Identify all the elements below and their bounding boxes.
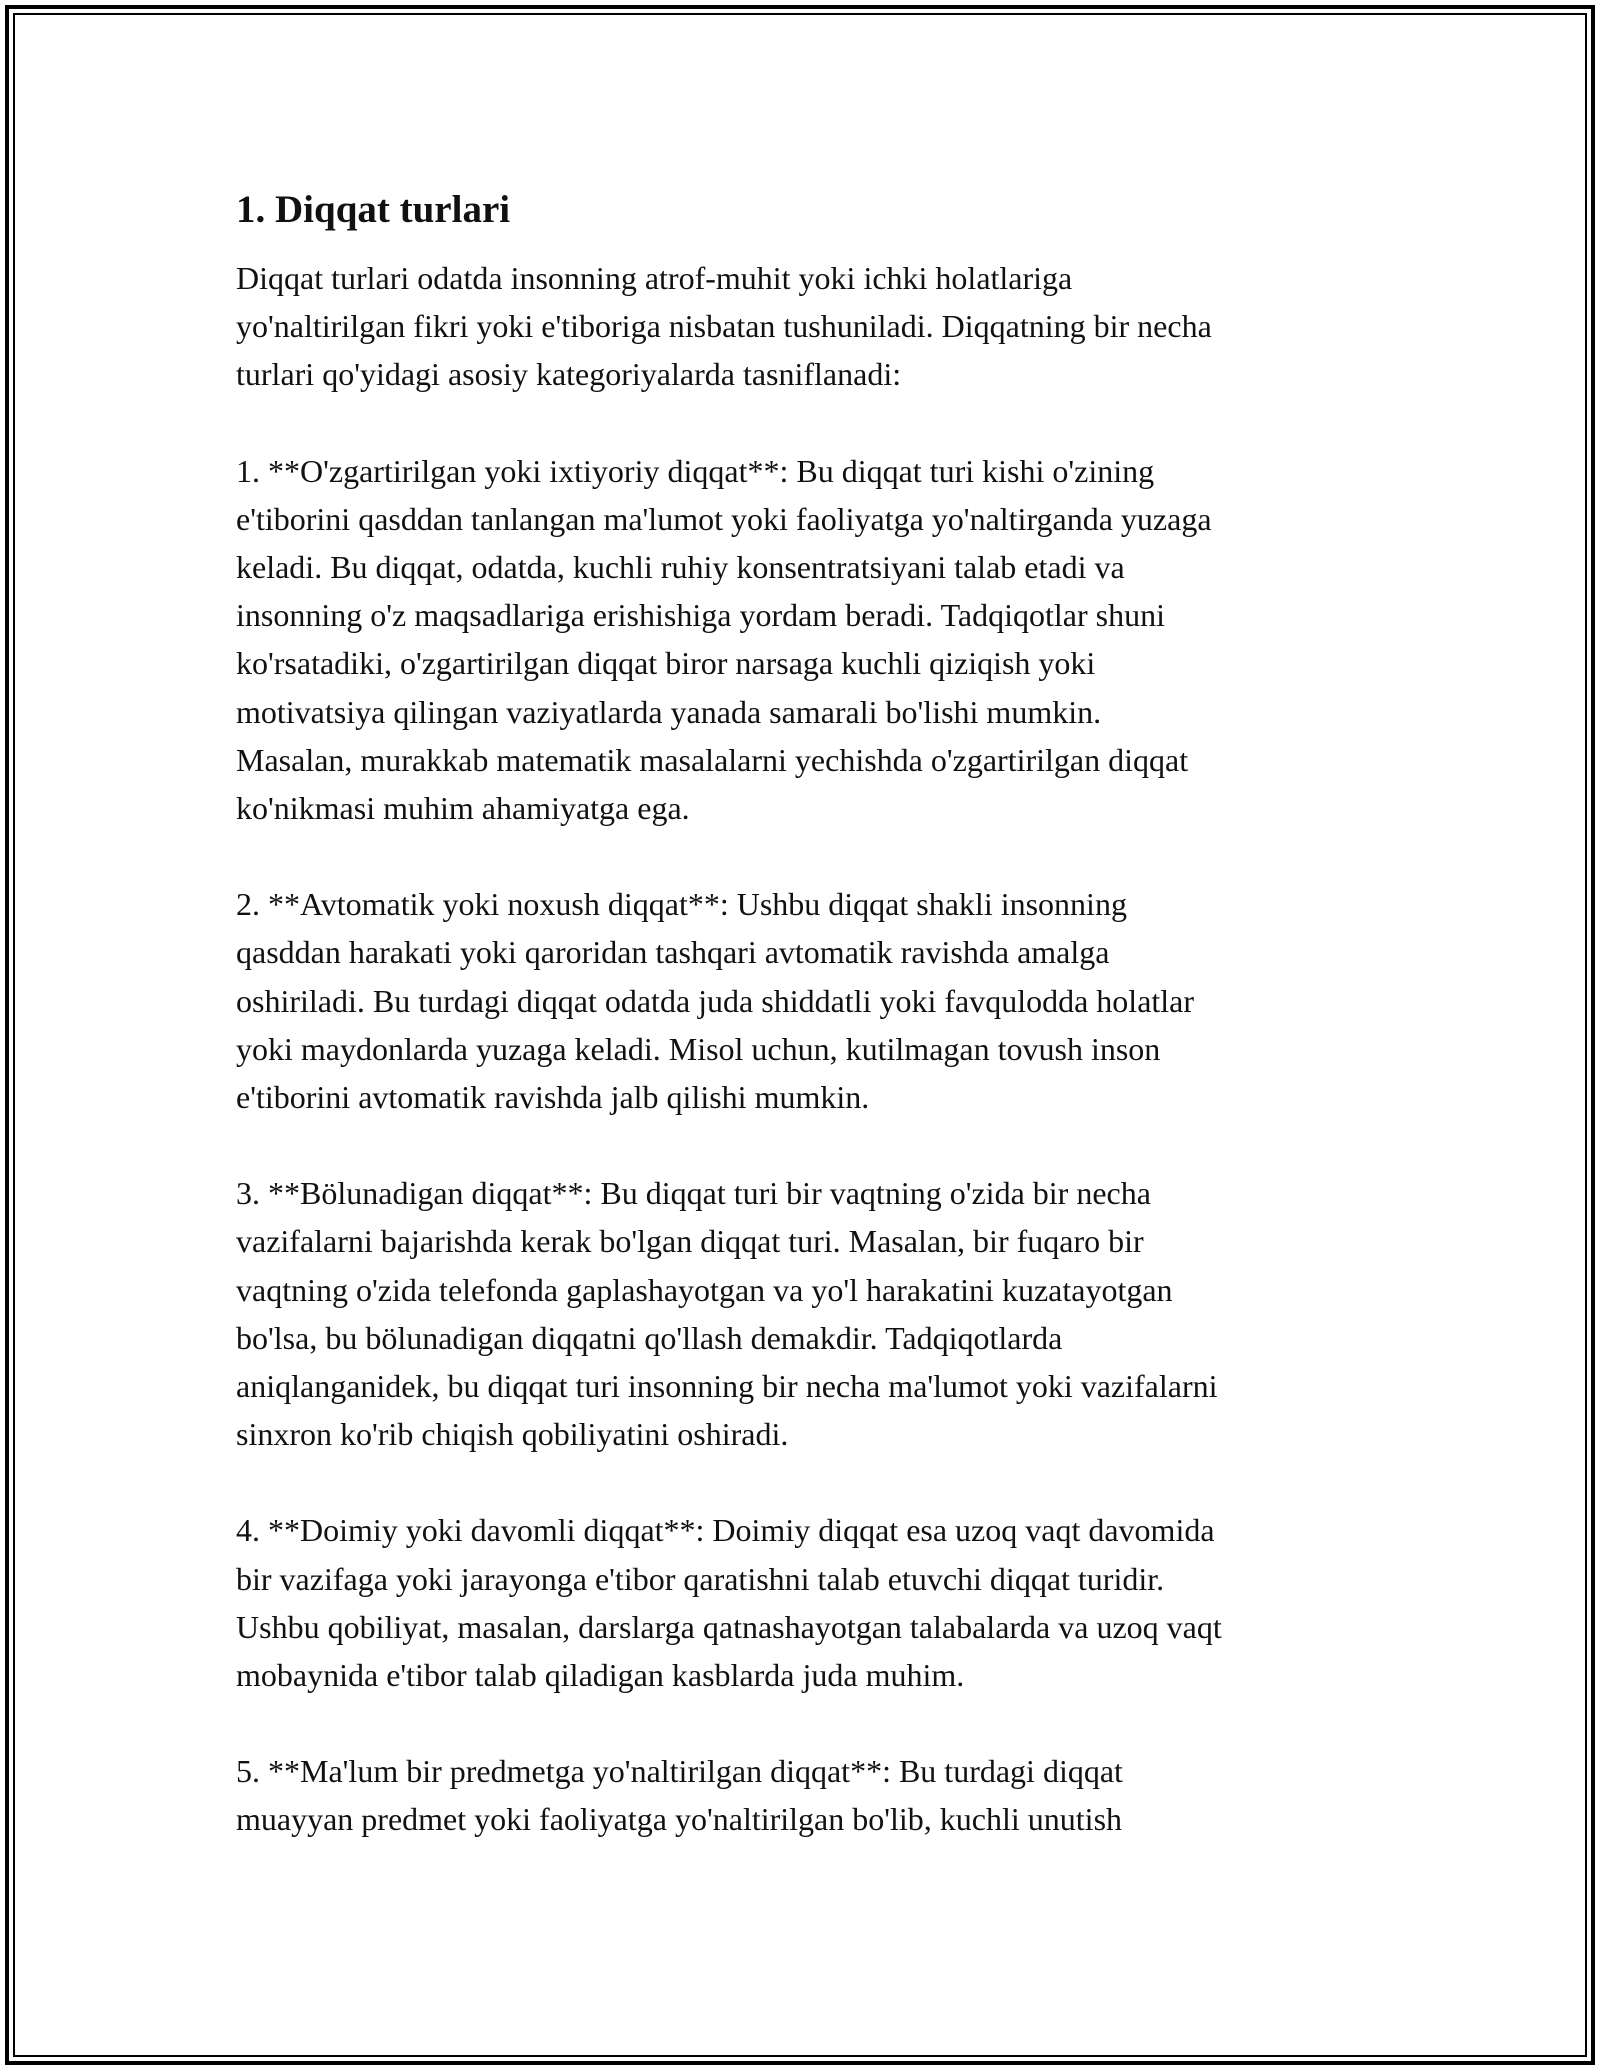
text-line: yoki maydonlarda yuzaga keladi. Misol uchun, kutilmagan tovush inson xyxy=(236,1030,1161,1067)
text-line: ko'rsatadiki, o'zgartirilgan diqqat biror narsaga kuchli qiziqish yoki xyxy=(236,645,1096,682)
text-line: 5. **Ma'lum bir predmetga yo'naltirilgan diqqat**: Bu turdagi diqqat xyxy=(236,1753,1123,1790)
text-line: bo'lsa, bu bölunadigan diqqatni qo'llash demakdir. Tadqiqotlarda xyxy=(236,1319,1063,1356)
text-line: oshiriladi. Bu turdagi diqqat odatda juda shiddatli yoki favqulodda holatlar xyxy=(236,982,1195,1019)
text-line: mobaynida e'tibor talab qiladigan kasblarda juda muhim. xyxy=(236,1657,965,1694)
text-line: aniqlanganidek, bu diqqat turi insonning bir necha ma'lumot yoki vazifalarni xyxy=(236,1368,1218,1405)
text-line: vaqtning o'zida telefonda gaplashayotgan va yo'l harakatini kuzatayotgan xyxy=(236,1271,1173,1308)
text-line: 3. **Bölunadigan diqqat**: Bu diqqat turi bir vaqtning o'zida bir necha xyxy=(236,1175,1151,1212)
text-line: motivatsiya qilingan vaziyatlarda yanada samarali bo'lishi mumkin. xyxy=(236,693,1102,730)
text-line: Masalan, murakkab matematik masalalarni yechishda o'zgartirilgan diqqat xyxy=(236,741,1189,778)
text-line: ko'nikmasi muhim ahamiyatga ega. xyxy=(236,790,690,827)
list-item-sustained-attention xyxy=(236,1506,1366,1699)
text-line: sinxron ko'rib chiqish qobiliyatini oshiradi. xyxy=(236,1416,789,1453)
text-line: qasddan harakati yoki qaroridan tashqari avtomatik ravishda amalga xyxy=(236,934,1110,971)
text-line: 4. **Doimiy yoki davomli diqqat**: Doimiy diqqat esa uzoq vaqt davomida xyxy=(236,1512,1215,1549)
text-line: 1. **O'zgartirilgan yoki ixtiyoriy diqqat**: Bu diqqat turi kishi o'zining xyxy=(236,452,1155,489)
text-line: Ushbu qobiliyat, masalan, darslarga qatnashayotgan talabalarda va uzoq vaqt xyxy=(236,1608,1222,1645)
intro-paragraph xyxy=(236,254,1366,399)
list-item-voluntary-attention xyxy=(236,447,1366,833)
list-item-divided-attention xyxy=(236,1169,1366,1458)
text-line: bir vazifaga yoki jarayonga e'tibor qaratishni talab etuvchi diqqat turidir. xyxy=(236,1560,1165,1597)
text-line: muayyan predmet yoki faoliyatga yo'naltirilgan bo'lib, kuchli unutish xyxy=(236,1801,1123,1838)
text-line: turlari qo'yidagi asosiy kategoriyalarda tasniflanadi: xyxy=(236,356,902,393)
text-line: insonning o'z maqsadlariga erishishiga yordam beradi. Tadqiqotlar shuni xyxy=(236,597,1165,634)
text-line: e'tiborini avtomatik ravishda jalb qilishi mumkin. xyxy=(236,1079,870,1116)
text-line: keladi. Bu diqqat, odatda, kuchli ruhiy konsentratsiyani talab etadi va xyxy=(236,549,1125,586)
document-body xyxy=(236,186,1366,1892)
text-line: yo'naltirilgan fikri yoki e'tiboriga nisbatan tushuniladi. Diqqatning bir necha xyxy=(236,308,1212,345)
text-line: Diqqat turlari odatda insonning atrof-muhit yoki ichki holatlariga xyxy=(236,260,1073,296)
list-item-focused-attention xyxy=(236,1747,1366,1843)
text-line: vazifalarni bajarishda kerak bo'lgan diqqat turi. Masalan, bir fuqaro bir xyxy=(236,1223,1144,1260)
section-heading: 1. Diqqat turlari xyxy=(236,188,511,231)
text-line: e'tiborini qasddan tanlangan ma'lumot yoki faoliyatga yo'naltirganda yuzaga xyxy=(236,500,1212,537)
text-line: 2. **Avtomatik yoki noxush diqqat**: Ushbu diqqat shakli insonning xyxy=(236,886,1127,923)
list-item-automatic-attention xyxy=(236,880,1366,1121)
